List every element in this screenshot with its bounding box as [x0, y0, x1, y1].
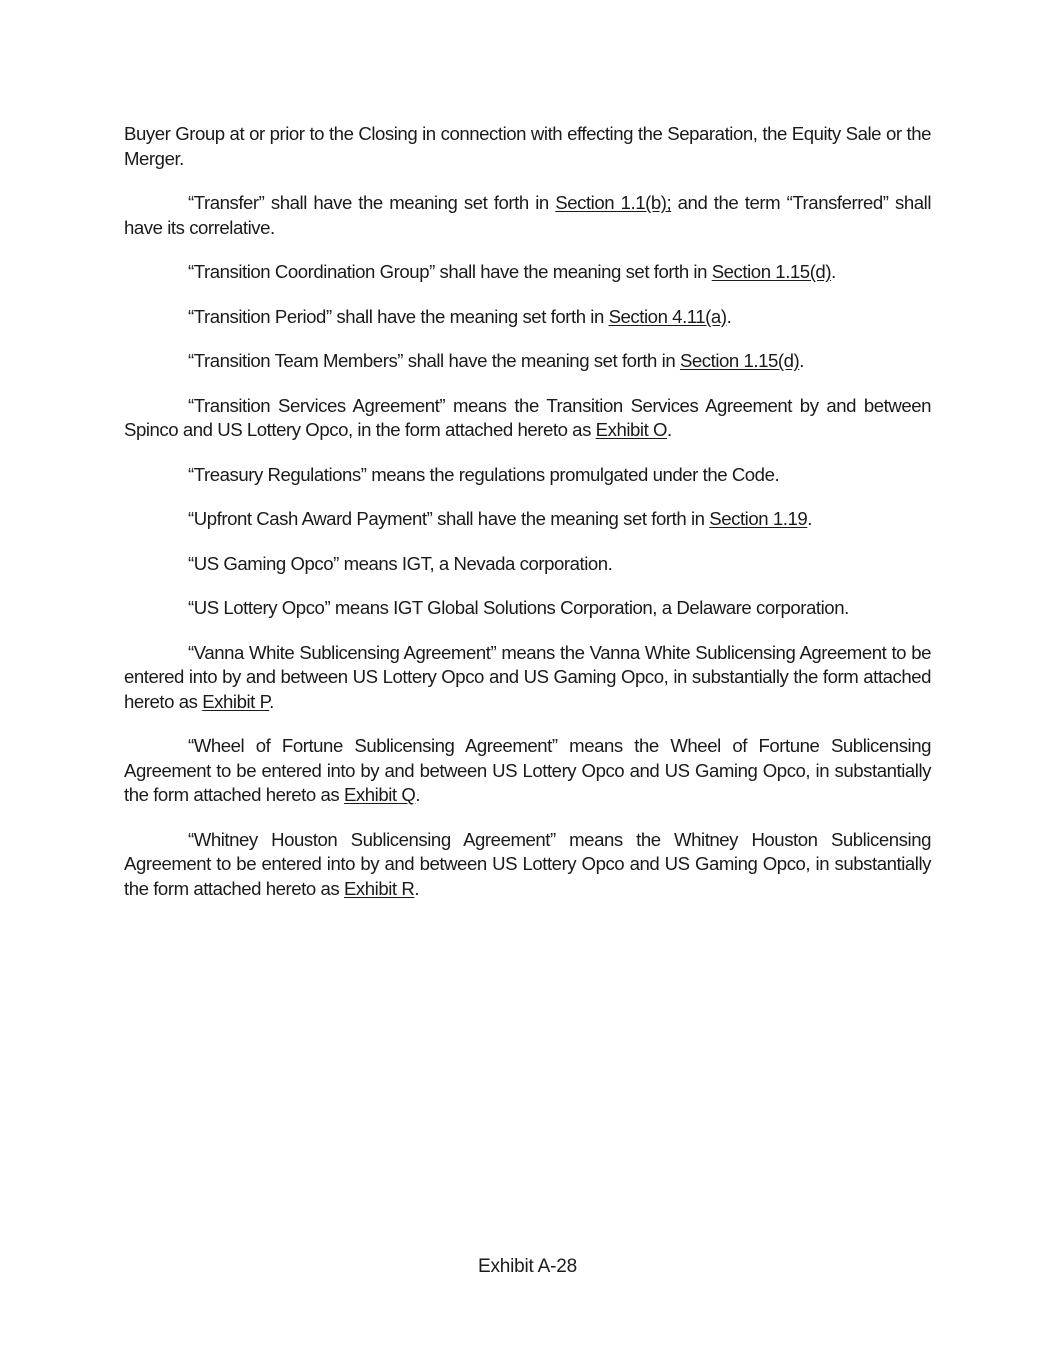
definition-text: “Transfer” shall have the meaning set forth in — [188, 192, 556, 213]
definition-text: “Transition Services Agreement” means the Transition Services Agreement by and between Spinco and US Lottery Opco, in the form attached hereto as — [124, 394, 931, 440]
paragraph-text: Buyer Group at or prior to the Closing in connection with effecting the Separation, the Equity Sale or the Merger. — [124, 123, 931, 169]
definition-text-tail: . — [415, 784, 421, 805]
definition-text: “Vanna White Sublicensing Agreement” means the Vanna White Sublicensing Agreement to be entered into by and between US Lottery Opco and US Gaming Opco, in substantially the form attached hereto as — [124, 641, 931, 712]
definition-text: “Transition Coordination Group” shall have the meaning set forth in — [188, 261, 712, 282]
section-reference: Section 1.19 — [709, 508, 808, 529]
exhibit-reference: Exhibit P — [202, 690, 270, 712]
definition-text: “Transition Period” shall have the meaning set forth in — [188, 305, 609, 327]
definition-text: “Wheel of Fortune Sublicensing Agreement” means the Wheel of Fortune Sublicensing Agreement to be entered into by and between US Lottery Opco and US Gaming Opco, in substantially the form attached hereto as — [124, 735, 931, 805]
definition-text: “Whitney Houston Sublicensing Agreement” means the Whitney Houston Sublicensing Agreement to be entered into by and between US Lottery Opco and US Gaming Opco, in substantially the form attached hereto as — [124, 828, 931, 899]
definition-text-tail: . — [799, 350, 805, 371]
definition-transition-services-agreement — [124, 394, 931, 443]
page-footer: Exhibit A-28 — [478, 1256, 577, 1277]
definition-text: “Upfront Cash Award Payment” shall have the meaning set forth in — [188, 508, 710, 529]
definition-treasury-regulations — [124, 463, 931, 488]
exhibit-reference: Exhibit R — [343, 877, 415, 899]
definition-transition-coordination-group — [124, 260, 931, 285]
section-reference: Section 1.1(b); — [555, 192, 672, 213]
definition-wheel-of-fortune-sublicensing-agreement — [124, 734, 931, 808]
definition-us-lottery-opco — [124, 596, 931, 621]
definition-text: “Treasury Regulations” means the regulations promulgated under the Code. — [188, 463, 780, 485]
definition-text: “US Gaming Opco” means IGT, a Nevada corporation. — [188, 552, 613, 574]
definition-vanna-white-sublicensing-agreement — [124, 641, 931, 715]
definition-text: “Transition Team Members” shall have the meaning set forth in — [188, 350, 680, 371]
definition-us-gaming-opco — [124, 552, 931, 577]
definition-transition-team-members — [124, 349, 931, 374]
definition-text-tail: . — [831, 261, 836, 282]
definition-transition-period — [124, 305, 931, 330]
definition-text: “US Lottery Opco” means IGT Global Solutions Corporation, a Delaware corporation. — [188, 597, 849, 618]
definition-upfront-cash-award-payment — [124, 507, 931, 532]
exhibit-reference: Exhibit Q — [343, 784, 416, 805]
definition-text-tail: . — [414, 877, 420, 899]
definition-text-tail: . — [269, 690, 274, 712]
definition-text-tail: . — [807, 508, 812, 529]
section-reference: Section 4.11(a) — [608, 305, 727, 327]
definition-whitney-houston-sublicensing-agreement — [124, 828, 931, 902]
section-reference: Section 1.15(d) — [711, 261, 832, 282]
section-reference: Section 1.15(d) — [679, 350, 800, 371]
exhibit-reference: Exhibit O — [595, 419, 668, 440]
paragraph-continuation — [124, 122, 931, 171]
definition-transfer — [124, 191, 931, 240]
document-body — [124, 122, 931, 921]
definition-text-tail: . — [667, 419, 672, 440]
definition-text-tail: . — [726, 305, 732, 327]
definition-text-tail: and the term “Transferred” shall have its correlative. — [124, 192, 931, 238]
